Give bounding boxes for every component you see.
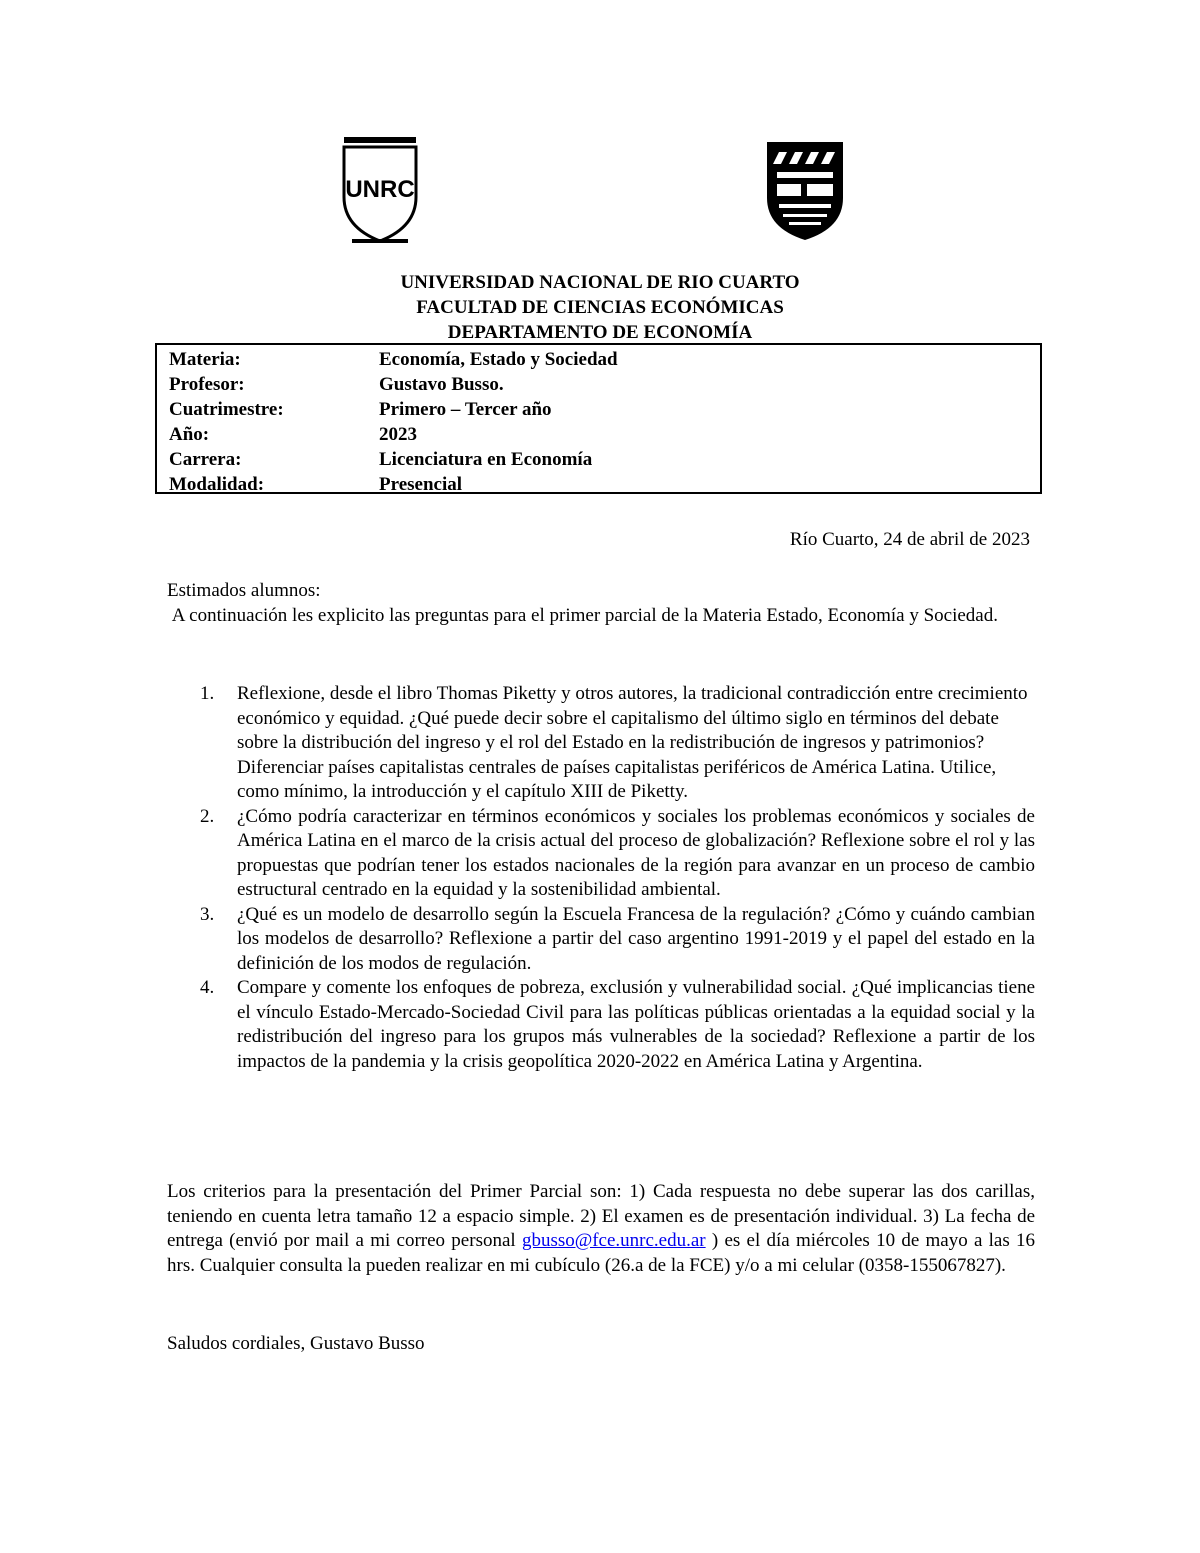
university-title: UNIVERSIDAD NACIONAL DE RIO CUARTO — [400, 272, 800, 293]
info-label: Carrera: — [169, 449, 242, 470]
unrc-logo-text: UNRC — [345, 176, 415, 203]
info-value: 2023 — [379, 424, 417, 445]
info-label: Año: — [169, 424, 210, 445]
list-item — [195, 805, 1035, 903]
letter-date: Río Cuarto, 24 de abril de 2023 — [789, 529, 1030, 550]
greeting: Estimados alumnos: — [167, 580, 321, 601]
question-number: 1. — [200, 683, 215, 704]
info-value: Licenciatura en Economía — [379, 449, 593, 470]
list-item — [195, 682, 1035, 805]
info-label: Cuatrimestre: — [169, 399, 284, 420]
criteria-text-start: Los criterios para la presentación del Primer Parcial son: 1) Cada respuesta no debe superar las dos carillas, teniendo en cuenta letra tamaño 12 a espacio simple. 2) El examen es de presentación individual. 3) La fecha de entrega (envió por mail a mi correo personal — [167, 1181, 1035, 1251]
info-value: Gustavo Busso. — [379, 374, 504, 395]
faculty-title: FACULTAD DE CIENCIAS ECONÓMICAS — [416, 297, 784, 318]
fce-logo — [765, 138, 845, 243]
list-item — [195, 976, 1035, 1074]
question-number: 3. — [200, 903, 215, 925]
question-text: Compare y comente los enfoques de pobreza, exclusión y vulnerabilidad social. ¿Qué implicancias tiene el vínculo Estado-Mercado-Sociedad Civil para las políticas públicas orientadas a la equidad social y la redistribución del ingreso para los grupos más vulnerables de la sociedad? Reflexione a partir de los impactos de la pandemia y la crisis geopolítica 2020-2022 en América Latina y Argentina. — [237, 977, 1035, 1072]
criteria-text-end: ) es el día miércoles 10 de mayo a las 16 hrs. Cualquier consulta la pueden realizar en mi cubículo (26.a de la FCE) y/o a mi celular (0358-155067827). — [167, 1230, 1036, 1276]
question-text: ¿Cómo podría caracterizar en términos económicos y sociales los problemas económicos y sociales de América Latina en el marco de la crisis actual del proceso de globalización? Reflexione sobre el rol y las propuestas que podrían tener los estados nacionales de la región para avanzar en un proceso de cambio estructural centrado en la equidad y la sostenibilidad ambiental. — [237, 805, 1035, 900]
email-link[interactable]: gbusso@fce.unrc.edu.ar — [521, 1230, 706, 1251]
list-item — [195, 903, 1035, 977]
closing-signature: Saludos cordiales, Gustavo Busso — [167, 1333, 425, 1354]
intro-paragraph: A continuación les explicito las preguntas para el primer parcial de la Materia Estado, Economía y Sociedad. — [167, 605, 998, 626]
course-info-table — [155, 343, 1042, 494]
question-text: ¿Qué es un modelo de desarrollo según la Escuela Francesa de la regulación? ¿Cómo y cuándo cambian los modelos de desarrollo? Reflexione a partir del caso argentino 1991-2019 y el papel del estado en la definición de los modos de regulación. — [237, 903, 1035, 974]
info-value: Presencial — [379, 474, 463, 495]
info-value: Economía, Estado y Sociedad — [379, 349, 618, 370]
question-number: 2. — [200, 805, 215, 827]
info-label: Modalidad: — [169, 474, 265, 495]
info-label: Materia: — [169, 349, 241, 370]
criteria-paragraph — [167, 1180, 1035, 1278]
info-label: Profesor: — [169, 374, 245, 395]
department-title: DEPARTAMENTO DE ECONOMÍA — [447, 322, 753, 343]
question-text: Reflexione, desde el libro Thomas Piketty y otros autores, la tradicional contradicción entre crecimiento económico y equidad. ¿Qué puede decir sobre el capitalismo del último siglo en términos del debate sobre la distribución del ingreso y el rol del Estado en la redistribución de ingresos y patrimonios? Diferenciar países capitalistas centrales de países capitalistas periféricos de América Latina. Utilice, como mínimo, la introducción y el capítulo XIII de Piketty. — [237, 683, 1028, 802]
questions-list — [195, 682, 1035, 1074]
question-number: 4. — [200, 977, 215, 998]
info-value: Primero – Tercer año — [379, 399, 552, 420]
unrc-logo — [340, 135, 420, 247]
